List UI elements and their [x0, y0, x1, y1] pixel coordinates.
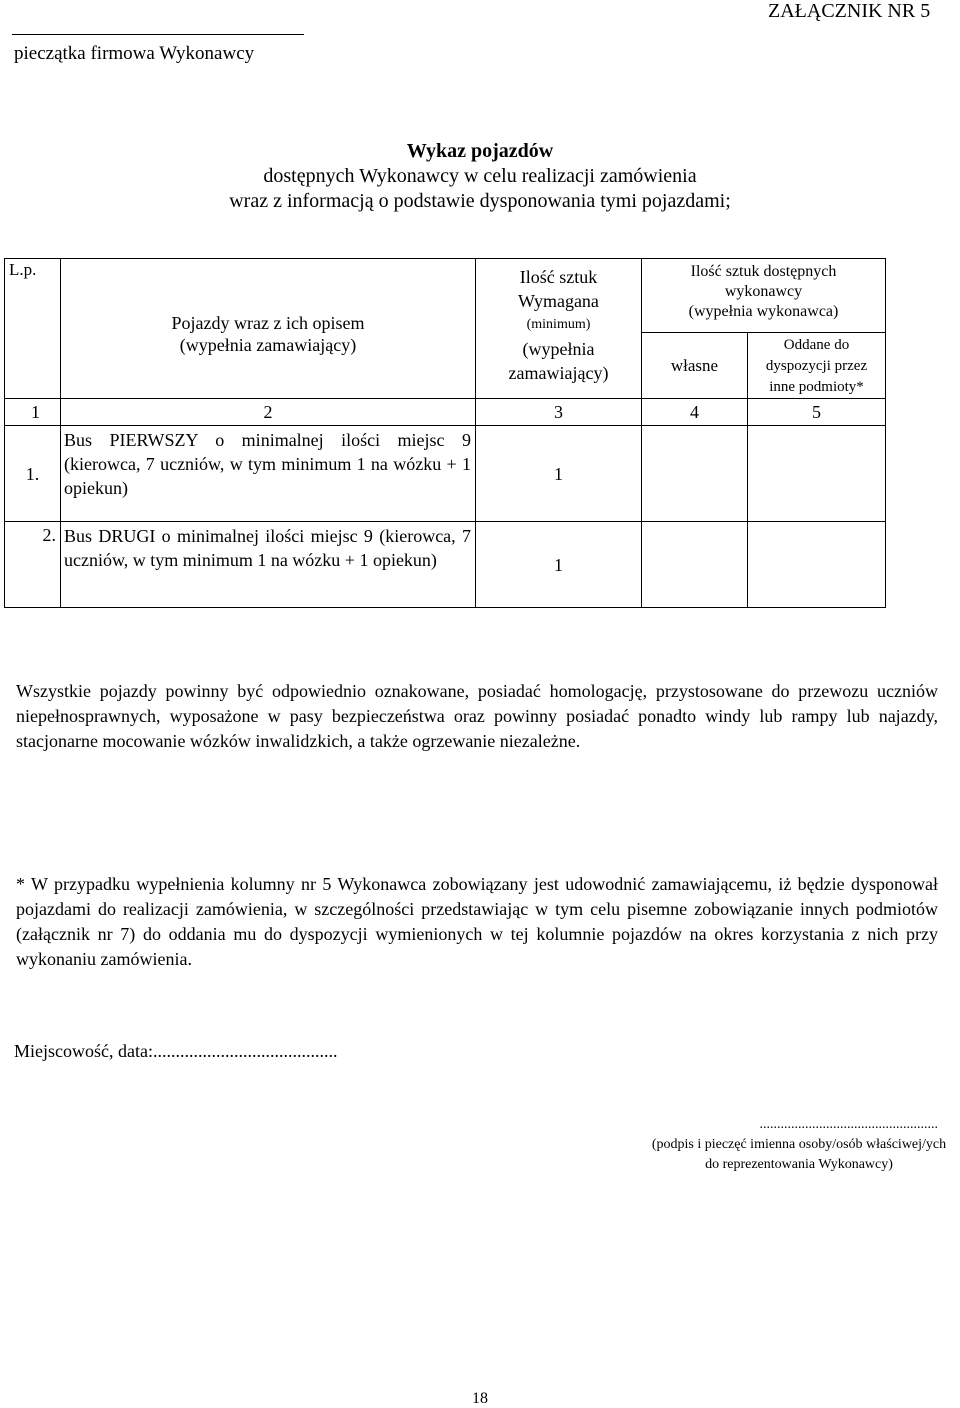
table-row [5, 522, 886, 608]
header-qty-line5: zamawiający) [508, 363, 609, 383]
column-number: 3 [476, 399, 642, 426]
page-number: 18 [472, 1390, 488, 1407]
title-line-1: Wykaz pojazdów [406, 140, 554, 162]
row-others[interactable] [748, 522, 886, 608]
stamp-line [12, 34, 304, 35]
header-vehicles [61, 259, 476, 399]
header-own: własne [642, 333, 748, 399]
row-required-qty: 1 [476, 522, 642, 608]
stamp-label: pieczątka firmowa Wykonawcy [14, 43, 255, 64]
header-qty-line1: Ilość sztuk [519, 267, 598, 287]
header-others-line1: Oddane do [783, 337, 850, 353]
signature-caption-line2: do reprezentowania Wykonawcy) [705, 1157, 893, 1172]
row-own[interactable] [642, 426, 748, 522]
column-number: 4 [642, 399, 748, 426]
signature-caption-line1: (podpis i pieczęć imienna osoby/osób właściwej/ych [651, 1137, 947, 1152]
title-line-2: dostępnych Wykonawcy w celu realizacji zamówienia [263, 165, 697, 187]
requirements-paragraph: Wszystkie pojazdy powinny być odpowiednio oznakowane, posiadać homologację, przystosowane do przewozu uczniów niepełnosprawnych, wyposażone w pasy bezpieczeństwa oraz powinny posiadać ponadto windy lub rampy lub najazdy, stacjonarne mocowanie wózków inwalidzkich, a także ogrzewanie niezależne. [16, 681, 938, 751]
column-number: 2 [61, 399, 476, 426]
header-row-1 [5, 259, 886, 333]
place-date-field[interactable]: Miejscowość, data:......................................... [14, 1041, 338, 1061]
signature-block [620, 1115, 960, 1175]
header-lp: L.p. [5, 259, 61, 399]
row-lp: 2. [5, 522, 61, 608]
header-available-line1: Ilość sztuk dostępnych [690, 263, 837, 280]
annex-label: ZAŁĄCZNIK NR 5 [768, 0, 931, 22]
header-available [642, 259, 886, 333]
header-vehicles-line1: Pojazdy wraz z ich opisem [171, 312, 365, 333]
header-qty-line2: Wymagana [518, 291, 599, 311]
row-required-qty: 1 [476, 426, 642, 522]
header-available-line2: wykonawcy [724, 283, 803, 300]
row-description: Bus DRUGI o minimalnej ilości miejsc 9 (kierowca, 7 uczniów, w tym minimum 1 na wózku + 1 opiekun) [61, 522, 476, 608]
vehicles-table [4, 258, 886, 608]
header-qty-line3: (minimum) [526, 317, 591, 332]
table-row [5, 426, 886, 522]
header-vehicles-line2: (wypełnia zamawiający) [179, 334, 357, 355]
header-qty-line4: (wypełnia [522, 339, 595, 359]
footnote-paragraph: * W przypadku wypełnienia kolumny nr 5 Wykonawca zobowiązany jest udowodnić zamawiającemu, iż będzie dysponował pojazdami do realizacji zamówienia, w szczególności przedstawiając w tym celu pisemne zobowiązanie innych podmiotów (załącznik nr 7) do oddania mu do dyspozycji wymienionych w tej kolumnie pojazdów na okres korzystania z nich przy wykonaniu zamówienia. [16, 874, 938, 969]
header-others-line2: dyspozycji przez [765, 358, 868, 374]
header-others [748, 333, 886, 399]
row-own[interactable] [642, 522, 748, 608]
row-description: Bus PIERWSZY o minimalnej ilości miejsc 9 (kierowca, 7 uczniów, w tym minimum 1 na wózku + 1 opiekun) [61, 426, 476, 522]
signature-dots[interactable]: ................................................... [759, 1117, 938, 1132]
header-available-line3: (wypełnia wykonawca) [688, 303, 839, 320]
header-others-line3: inne podmioty* [769, 379, 864, 395]
title-line-3: wraz z informacją o podstawie dysponowania tymi pojazdami; [229, 190, 731, 212]
row-others[interactable] [748, 426, 886, 522]
column-number: 1 [5, 399, 61, 426]
column-number: 5 [748, 399, 886, 426]
document-title [0, 139, 960, 214]
row-lp: 1. [5, 426, 61, 522]
column-number-row [5, 399, 886, 426]
header-required-qty [476, 259, 642, 399]
